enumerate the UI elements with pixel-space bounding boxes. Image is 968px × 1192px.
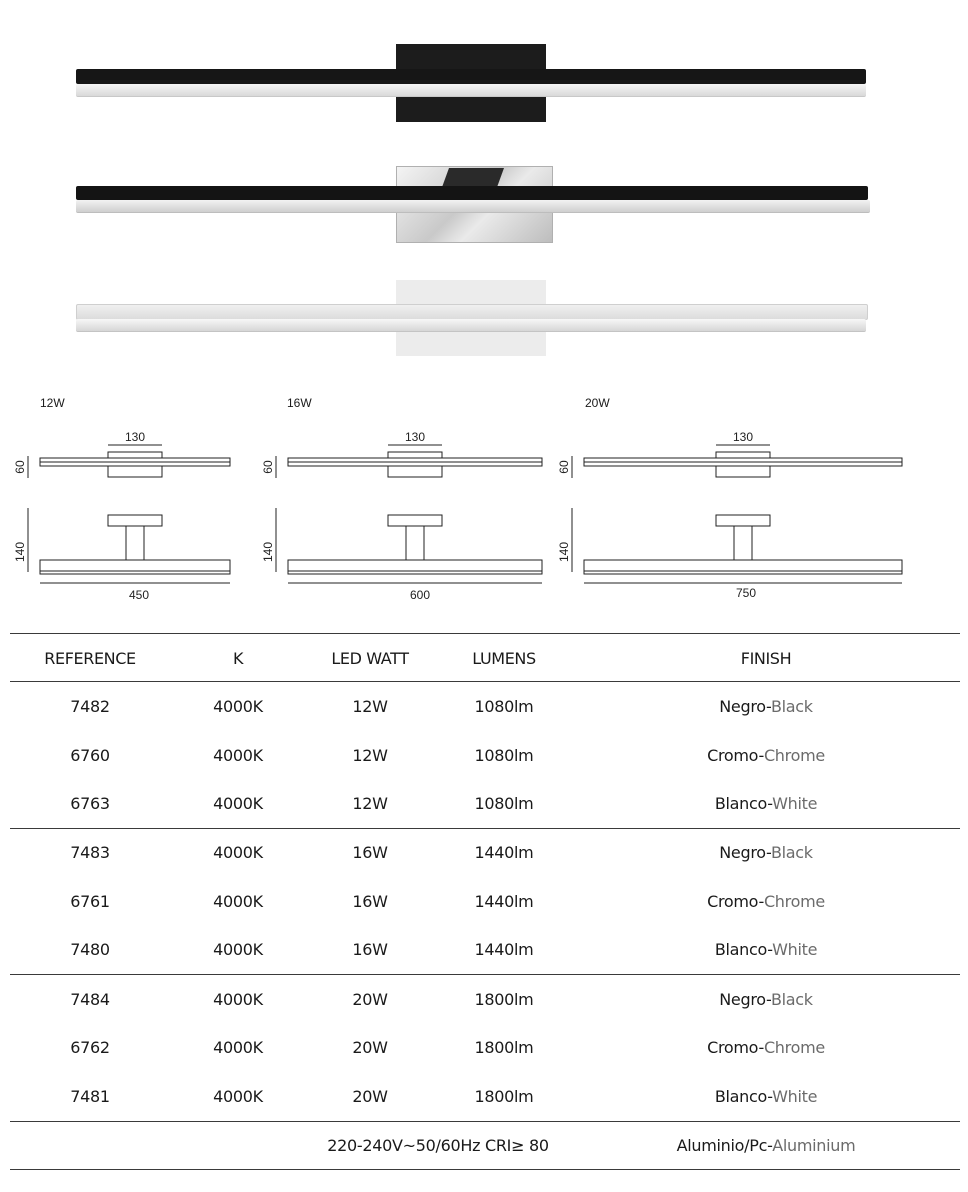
dim-length: 750	[735, 586, 757, 600]
cell-k: 4000K	[213, 892, 263, 911]
light-bar-housing	[76, 186, 868, 200]
cell-k: 4000K	[213, 1087, 263, 1106]
finish-en: Chrome	[763, 892, 825, 911]
cell-lumens: 1440lm	[474, 892, 534, 911]
cell-led-watt: 16W	[352, 892, 388, 911]
technical-drawing-20w	[544, 420, 914, 610]
finish-es: Cromo-	[707, 1038, 764, 1057]
product-photo-black	[0, 40, 968, 130]
light-bar-housing	[76, 69, 866, 84]
cell-k: 4000K	[213, 843, 263, 862]
cell-reference: 6761	[70, 892, 110, 911]
finish-en: White	[772, 940, 818, 959]
technical-drawing-12w	[0, 420, 260, 610]
dim-height-side: 140	[261, 541, 275, 563]
table-rule	[10, 828, 960, 829]
cell-led-watt: 16W	[352, 940, 388, 959]
finish-en: Chrome	[763, 746, 825, 765]
cell-finish	[606, 1038, 926, 1057]
finish-es: Negro-	[719, 843, 771, 862]
finish-en: Black	[770, 843, 813, 862]
product-photo-chrome	[0, 160, 968, 250]
drawing-watt-label: 20W	[585, 396, 610, 410]
finish-en: White	[772, 1087, 818, 1106]
cell-lumens: 1440lm	[474, 843, 534, 862]
cell-finish	[606, 990, 926, 1009]
cell-finish	[606, 1087, 926, 1106]
footer-material	[606, 1136, 926, 1155]
drawing-watt-label: 16W	[287, 396, 312, 410]
finish-en: White	[772, 794, 818, 813]
dim-plate-width: 130	[404, 430, 426, 444]
header-led-watt: LED WATT	[331, 649, 409, 668]
cell-reference: 7483	[70, 843, 110, 862]
cell-k: 4000K	[213, 697, 263, 716]
light-bar-diffuser	[76, 319, 866, 332]
material-en: Aluminium	[772, 1136, 856, 1155]
finish-es: Blanco-	[714, 940, 773, 959]
header-reference: REFERENCE	[44, 649, 136, 668]
cell-finish	[606, 697, 926, 716]
finish-es: Cromo-	[707, 746, 764, 765]
finish-en: Chrome	[763, 1038, 825, 1057]
cell-finish	[606, 746, 926, 765]
dim-height-side: 140	[557, 541, 571, 563]
cell-led-watt: 20W	[352, 1087, 388, 1106]
table-rule	[10, 633, 960, 634]
cell-led-watt: 20W	[352, 990, 388, 1009]
table-rule	[10, 1121, 960, 1122]
cell-lumens: 1080lm	[474, 697, 534, 716]
cell-reference: 7481	[70, 1087, 110, 1106]
dim-plate-width: 130	[732, 430, 754, 444]
table-rule	[10, 1169, 960, 1170]
header-lumens: LUMENS	[472, 649, 536, 668]
cell-lumens: 1800lm	[474, 1038, 534, 1057]
bar-outline	[40, 560, 230, 574]
cell-k: 4000K	[213, 1038, 263, 1057]
drawing-watt-label: 12W	[40, 396, 65, 410]
product-photo-white	[0, 276, 968, 366]
finish-en: Black	[770, 697, 813, 716]
dim-length: 450	[128, 588, 150, 602]
arm-outline	[126, 526, 144, 560]
cell-reference: 6763	[70, 794, 110, 813]
finish-es: Cromo-	[707, 892, 764, 911]
finish-es: Negro-	[719, 697, 771, 716]
dim-length: 600	[409, 588, 431, 602]
cell-finish	[606, 843, 926, 862]
cell-lumens: 1800lm	[474, 1087, 534, 1106]
cell-k: 4000K	[213, 940, 263, 959]
dim-height-top: 60	[261, 460, 275, 474]
header-k: K	[232, 649, 244, 668]
cell-reference: 6760	[70, 746, 110, 765]
cell-lumens: 1080lm	[474, 746, 534, 765]
table-rule	[10, 681, 960, 682]
technical-drawing-16w	[248, 420, 558, 610]
finish-es: Blanco-	[714, 1087, 773, 1106]
cell-reference: 6762	[70, 1038, 110, 1057]
finish-en: Black	[770, 990, 813, 1009]
cell-lumens: 1080lm	[474, 794, 534, 813]
cell-k: 4000K	[213, 990, 263, 1009]
dim-height-top: 60	[557, 460, 571, 474]
cell-led-watt: 12W	[352, 746, 388, 765]
cell-reference: 7480	[70, 940, 110, 959]
light-bar-diffuser	[76, 84, 866, 97]
dim-plate-width: 130	[124, 430, 146, 444]
cell-lumens: 1440lm	[474, 940, 534, 959]
cell-finish	[606, 794, 926, 813]
cell-reference: 7484	[70, 990, 110, 1009]
material-es: Aluminio/Pc-	[676, 1136, 773, 1155]
plate-outline	[108, 515, 162, 526]
cell-reference: 7482	[70, 697, 110, 716]
dim-height-side: 140	[13, 541, 27, 563]
light-bar-housing	[76, 304, 868, 320]
finish-es: Blanco-	[714, 794, 773, 813]
cell-led-watt: 12W	[352, 794, 388, 813]
cell-k: 4000K	[213, 794, 263, 813]
header-finish: FINISH	[740, 649, 792, 668]
cell-lumens: 1800lm	[474, 990, 534, 1009]
cell-k: 4000K	[213, 746, 263, 765]
footer-electrical-spec: 220-240V~50/60Hz CRI≥ 80	[327, 1136, 549, 1155]
table-rule	[10, 974, 960, 975]
dim-height-top: 60	[13, 460, 27, 474]
cell-led-watt: 12W	[352, 697, 388, 716]
cell-finish	[606, 940, 926, 959]
light-bar-diffuser	[76, 200, 870, 213]
cell-finish	[606, 892, 926, 911]
cell-led-watt: 16W	[352, 843, 388, 862]
cell-led-watt: 20W	[352, 1038, 388, 1057]
finish-es: Negro-	[719, 990, 771, 1009]
